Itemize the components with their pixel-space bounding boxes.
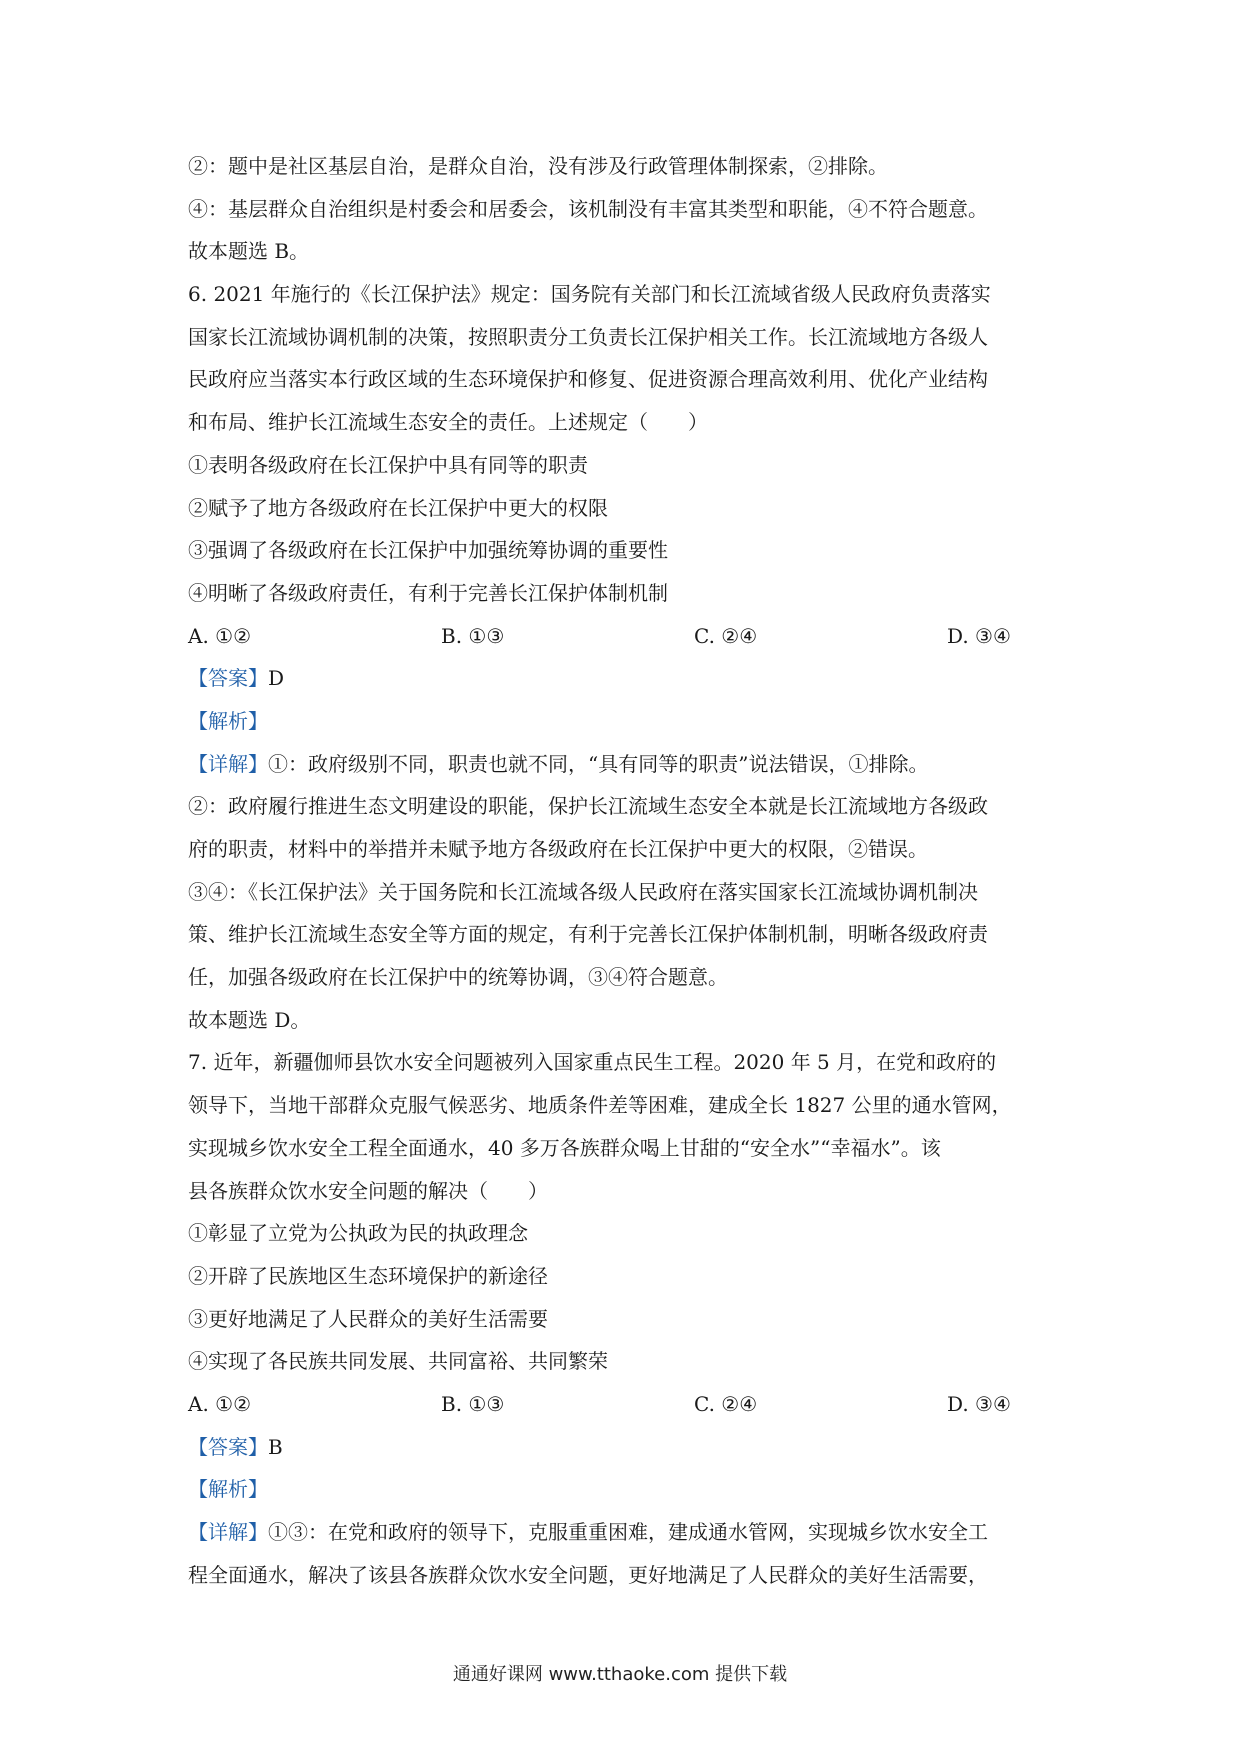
options-row [188,615,1058,658]
question-stem-line: 民政府应当落实本行政区域的生态环境保护和修复、促进资源合理高效利用、优化产业结构 [188,367,988,392]
question-stem-line: 领导下，当地干部群众克服气候恶劣、地质条件差等困难，建成全长 1827 公里的通水管网， [188,1093,1012,1118]
document-body [188,145,1058,1596]
analysis-tag: 【解析】 [188,708,268,733]
option-b: B. ①③ [441,1391,505,1416]
answer-line [188,657,1058,700]
answer-value: D [268,666,285,691]
statement: ②开辟了民族地区生态环境保护的新途径 [188,1263,548,1288]
detail-line: 策、维护长江流域生态安全等方面的规定，有利于完善长江保护体制机制，明晰各级政府责 [188,922,988,947]
question-6 [188,273,1058,1041]
answer-tag: 【答案】 [188,1434,268,1459]
answer-value: B [268,1434,283,1459]
detail-line: ②：政府履行推进生态文明建设的职能，保护长江流域生态安全本就是长江流域地方各级政 [188,794,988,819]
option-a: A. ①② [188,1391,252,1416]
detail-line: 任，加强各级政府在长江保护中的统筹协调，③④符合题意。 [188,965,728,990]
detail-text: ①③：在党和政府的领导下，克服重重困难，建成通水管网，实现城乡饮水安全工 [268,1520,988,1544]
question-stem-line: 6. 2021 年施行的《长江保护法》规定：国务院有关部门和长江流域省级人民政府负责落实 [188,282,991,307]
question-stem-line: 县各族群众饮水安全问题的解决（ ） [188,1178,548,1203]
detail-line [188,1511,1058,1554]
statement: ③更好地满足了人民群众的美好生活需要 [188,1306,548,1331]
detail-text: ①：政府级别不同，职责也就不同，“具有同等的职责”说法错误，①排除。 [268,751,929,776]
analysis-line [188,1468,1058,1511]
detail-line [188,743,1058,786]
detail-tag: 【详解】 [188,751,268,776]
text-line: ④：基层群众自治组织是村委会和居委会，该机制没有丰富其类型和职能，④不符合题意。 [188,196,988,221]
detail-line: 程全面通水，解决了该县各族群众饮水安全问题，更好地满足了人民群众的美好生活需要， [188,1562,988,1587]
question-stem-line: 国家长江流域协调机制的决策，按照职责分工负责长江保护相关工作。长江流域地方各级人 [188,324,988,349]
statement: ①表明各级政府在长江保护中具有同等的职责 [188,452,588,477]
question-stem-line: 7. 近年，新疆伽师县饮水安全问题被列入国家重点民生工程。2020 年 5 月，在党和政府的 [188,1050,997,1075]
options-row [188,1383,1058,1426]
text-line: ②：题中是社区基层自治，是群众自治，没有涉及行政管理体制探索，②排除。 [188,154,888,178]
option-d: D. ③④ [947,1391,1011,1416]
statement: ③强调了各级政府在长江保护中加强统筹协调的重要性 [188,538,668,563]
detail-tag: 【详解】 [188,1520,268,1544]
page-footer: 通通好课网 www.tthaoke.com 提供下载 [452,1664,788,1685]
statement: ④实现了各民族共同发展、共同富裕、共同繁荣 [188,1349,608,1374]
question-7 [188,1041,1058,1596]
option-c: C. ②④ [694,1391,758,1416]
detail-line: ③④：《长江保护法》关于国务院和长江流域各级人民政府在落实国家长江流域协调机制决 [188,879,978,904]
detail-line: 府的职责，材料中的举措并未赋予地方各级政府在长江保护中更大的权限，②错误。 [188,837,928,861]
option-d: D. ③④ [947,623,1011,648]
analysis-tag: 【解析】 [188,1477,268,1502]
text-line: 故本题选 B。 [188,239,310,264]
question-stem-line: 和布局、维护长江流域生态安全的责任。上述规定（ ） [188,410,708,435]
answer-tag: 【答案】 [188,666,268,691]
statement: ④明晰了各级政府责任，有利于完善长江保护体制机制 [188,580,668,605]
analysis-line [188,700,1058,743]
option-b: B. ①③ [441,623,505,648]
statement: ②赋予了地方各级政府在长江保护中更大的权限 [188,495,608,520]
option-a: A. ①② [188,623,252,648]
answer-line [188,1426,1058,1469]
option-c: C. ②④ [694,623,758,648]
question-stem-line: 实现城乡饮水安全工程全面通水，40 多万各族群众喝上甘甜的“安全水”“幸福水”。该 [188,1135,941,1160]
statement: ①彰显了立党为公执政为民的执政理念 [188,1221,528,1246]
detail-line: 故本题选 D。 [188,1007,311,1032]
